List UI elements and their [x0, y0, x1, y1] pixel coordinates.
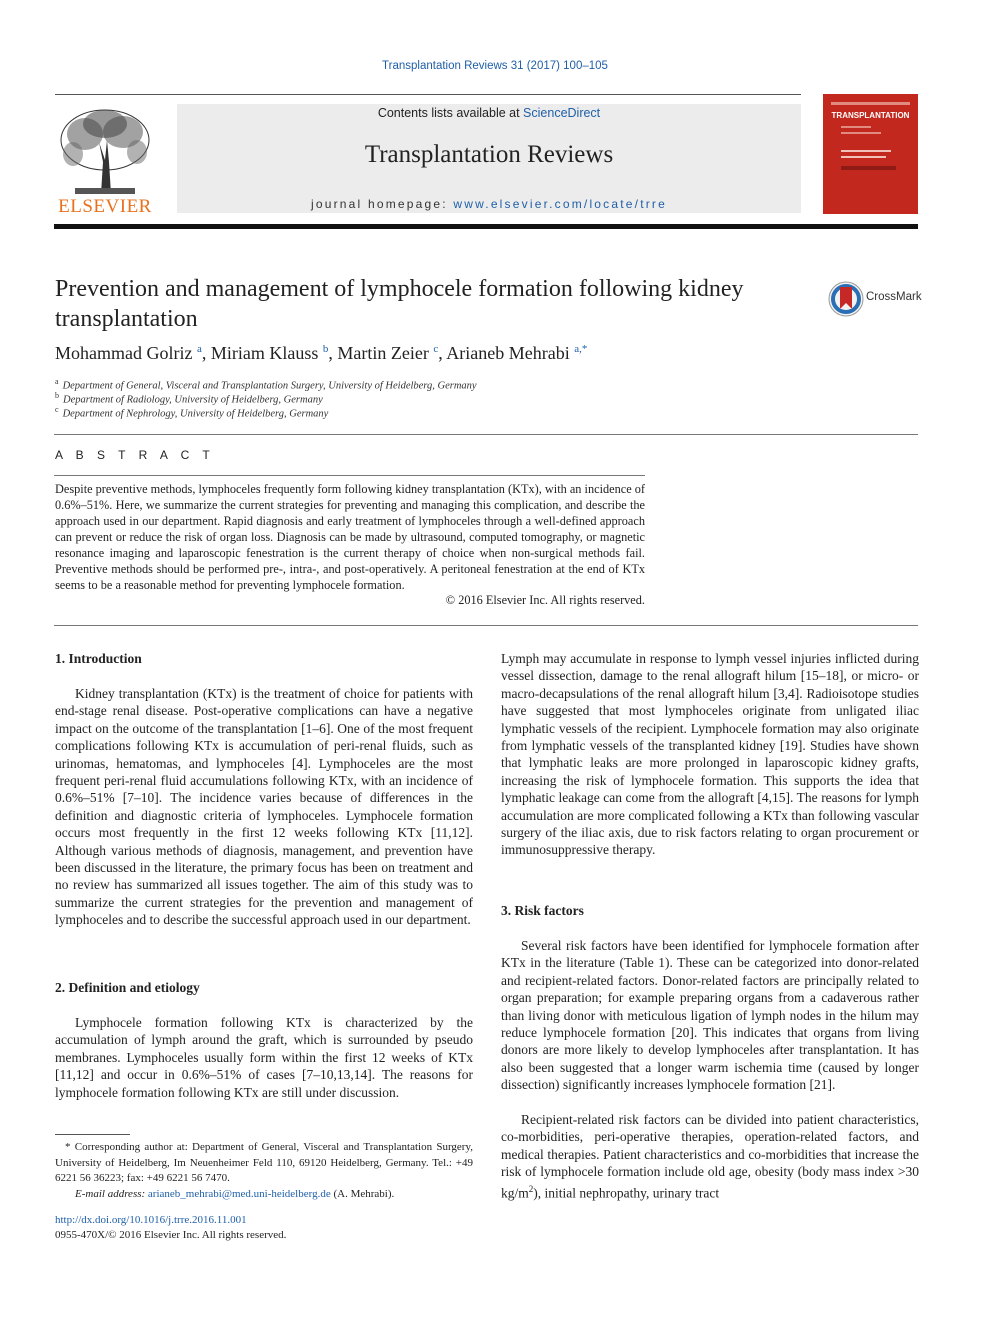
homepage-line: [177, 197, 801, 211]
paragraph-introduction: Kidney transplantation (KTx) is the treatment of choice for patients with end-stage renal disease. Post-operative complications can have a negative impact on the outcome of the transplantation [1–6]. One of the most frequent complications following KTx is accumulation of peri-renal fluids, such as urinomas, hematomas, and lymphoceles [4]. Lymphoceles are the most frequent peri-renal fluid accumulations following KTx, with an incidence of 0.6%–51% [7–10]. The incidence varies because of differences in the definition and diagnostic criteria of lymphoceles. Lymphocele formation occurs most frequently in the first 12 weeks following KTx [11,12]. Although various methods of diagnosis, management, and prevention have been discussed in the literature, the primary focus has been on treatment and no review has summarized all issues together. The aim of this study was to summarize the current strategies for the prevention and management of lymphoceles and to describe the successful approach used in our department.: [55, 686, 473, 928]
cover-title: TRANSPLANTATION: [831, 111, 910, 120]
affiliation-text: Department of Nephrology, University of Heidelberg, Germany: [62, 408, 329, 420]
paragraph-etiology-continued: Lymph may accumulate in response to lymph vessel injuries inflicted during vessel dissection, damage to the renal allograft hilum [15–18], or micro- or macro-decapsulations of the renal allograft hilum [3,4]. Radioisotope studies have suggested that most lymphoceles originate from unligated iliac lymphatic vessels of the recipient. Lymphocele formation may also originate from lymphatic vessels of the transplanted kidney [19]. Studies have shown that lymphatic leaks are more prolonged in laparoscopic kidney grafts, increasing the risk of lymphocele formation. This supports the idea that lymphatic leakage can come from the allograft [4,15]. The reasons for lymph accumulation are more complicated following a KTx than following vascular surgery of the iliac axis, due to risk factors relating to organ procurement or immunosuppressive therapy.: [501, 651, 919, 858]
affiliation-text: Department of General, Visceral and Transplantation Surgery, University of Heidelberg, Germany: [62, 380, 477, 392]
abstract-text: Despite preventive methods, lymphoceles frequently form following kidney transplantation (KTx), with an incidence of 0.6%–51%. Here, we summarize the current strategies for preventing and managing this complication, and describe the approach used in our department. Rapid diagnosis and early treatment of lymphoceles through a well-defined approach can prevent or reduce the risk of organ loss. Diagnosis can be made by ultrasound, computed tomography, or magnetic resonance imaging and laparoscopic fenestration is the current therapy of choice when non-surgical methods fail. Preventive methods should be performed pre-, intra-, and post-operatively. A peritoneal fenestration at the end of KTx seems to be a reasonable method for preventing lymphocele formation.: [55, 482, 645, 592]
affiliation-mark: c: [55, 405, 59, 414]
author-name[interactable]: Miriam Klauss: [210, 343, 319, 363]
email-label: E-mail address:: [75, 1187, 148, 1200]
section-heading-introduction: 1. Introduction: [55, 651, 142, 666]
sciencedirect-link[interactable]: ScienceDirect: [523, 106, 601, 120]
crossmark-label[interactable]: CrossMark: [866, 291, 922, 303]
journal-cover-thumbnail[interactable]: [823, 94, 918, 214]
author-list: Mohammad Golriz $^a$, Miriam Klauss $^b$, Martin Zeier $^c$, Arianeb Mehrabi $^{a,*}$: [55, 343, 588, 363]
article-title: Prevention and management of lymphocele formation following kidney transplantation: [55, 276, 744, 332]
paragraph-text: ), initial nephropathy, urinary tract: [533, 1185, 720, 1201]
paragraph-risk-factors: Several risk factors have been identified for lymphocele formation after KTx in the literature (Table 1). These can be categorized into donor-related and recipient-related factors. Donor-related factors are principally related to organ preparation; for example preparing organs from a cadaverous rather than living donor with meticulous ligation of lymph nodes in the hilum may reduce lymphocele formation [20]. This indicates that organs from living donors are more likely to develop lymphoceles after transplantation. It has also been suggested that a longer warm ischemia time (caused by longer dissection) significantly increases lymphocele formation [21].: [501, 938, 919, 1093]
header-thick-rule: [54, 224, 918, 229]
contents-prefix: Contents lists available at: [377, 106, 524, 120]
elsevier-logo[interactable]: [55, 102, 155, 214]
abstract-copyright: © 2016 Elsevier Inc. All rights reserved.: [445, 593, 645, 607]
author-affil-mark[interactable]: a,*: [574, 343, 588, 355]
journal-reference[interactable]: Transplantation Reviews 31 (2017) 100–105: [382, 60, 608, 72]
author-name[interactable]: Arianeb Mehrabi: [446, 343, 570, 363]
author-affil-mark[interactable]: c: [433, 343, 439, 355]
footnote-rule: [55, 1134, 130, 1135]
author-name[interactable]: Martin Zeier: [337, 343, 429, 363]
paragraph-text: Recipient-related risk factors can be divided into patient characteristics, co-morbidities, peri-operative therapies, operation-related factors, and medical therapies. Patient characteristics and co-morbidities that increase the risk of lymphocele formation include old age, obesity (body mass index >30 kg/m: [501, 1112, 919, 1201]
paragraph-definition: Lymphocele formation following KTx is characterized by the accumulation of lymph around the graft, which is surrounded by pseudo membranes. Lymphoceles usually form within the first 12 weeks of KTx [11,12] and occur in 0.6%–51% of cases [7–10,13,14]. The reasons for lymphocele formation following KTx are still under discussion.: [55, 1015, 473, 1100]
issn-copyright: 0955-470X/© 2016 Elsevier Inc. All rights reserved.: [55, 1229, 287, 1241]
corresponding-author-footnote: [55, 1140, 473, 1202]
contents-line: [177, 106, 801, 120]
rule: [54, 434, 918, 435]
affiliation: [55, 377, 477, 392]
author-affil-mark[interactable]: a: [196, 343, 202, 355]
author-affil-mark[interactable]: b: [322, 343, 329, 355]
affiliation-text: Department of Radiology, University of Heidelberg, Germany: [63, 394, 323, 406]
elsevier-wordmark: ELSEVIER: [58, 196, 152, 214]
homepage-prefix: journal homepage:: [311, 197, 454, 211]
author-name[interactable]: Mohammad Golriz: [55, 343, 193, 363]
superscript: 2: [528, 1183, 534, 1194]
affiliation-mark: a: [55, 377, 59, 386]
email-link[interactable]: arianeb_mehrabi@med.uni-heidelberg.de: [147, 1187, 331, 1200]
section-heading-risk-factors: 3. Risk factors: [501, 903, 584, 918]
affiliation: [55, 391, 323, 406]
header-rule: [55, 94, 801, 95]
rule: [54, 625, 918, 626]
section-heading-definition: 2. Definition and etiology: [55, 980, 200, 995]
email-suffix: (A. Mehrabi).: [330, 1187, 395, 1200]
homepage-link[interactable]: www.elsevier.com/locate/trre: [453, 197, 667, 211]
doi-link[interactable]: http://dx.doi.org/10.1016/j.trre.2016.11.001: [55, 1214, 247, 1226]
rule: [54, 475, 645, 476]
crossmark-icon[interactable]: [828, 281, 864, 322]
corresponding-text: * Corresponding author at: Department of General, Visceral and Transplantation Surgery, University of Heidelberg, Im Neuenheimer Feld 110, 69120 Heidelberg, Germany. Tel.: +49 6221 56 36223; fax: +49 6221 56 7470.: [55, 1141, 473, 1184]
affiliation-mark: b: [55, 391, 59, 400]
journal-name: Transplantation Reviews: [364, 141, 614, 168]
abstract-heading: A B S T R A C T: [55, 448, 215, 462]
affiliation: [55, 405, 328, 420]
paragraph-recipient-risk: [501, 1111, 919, 1202]
